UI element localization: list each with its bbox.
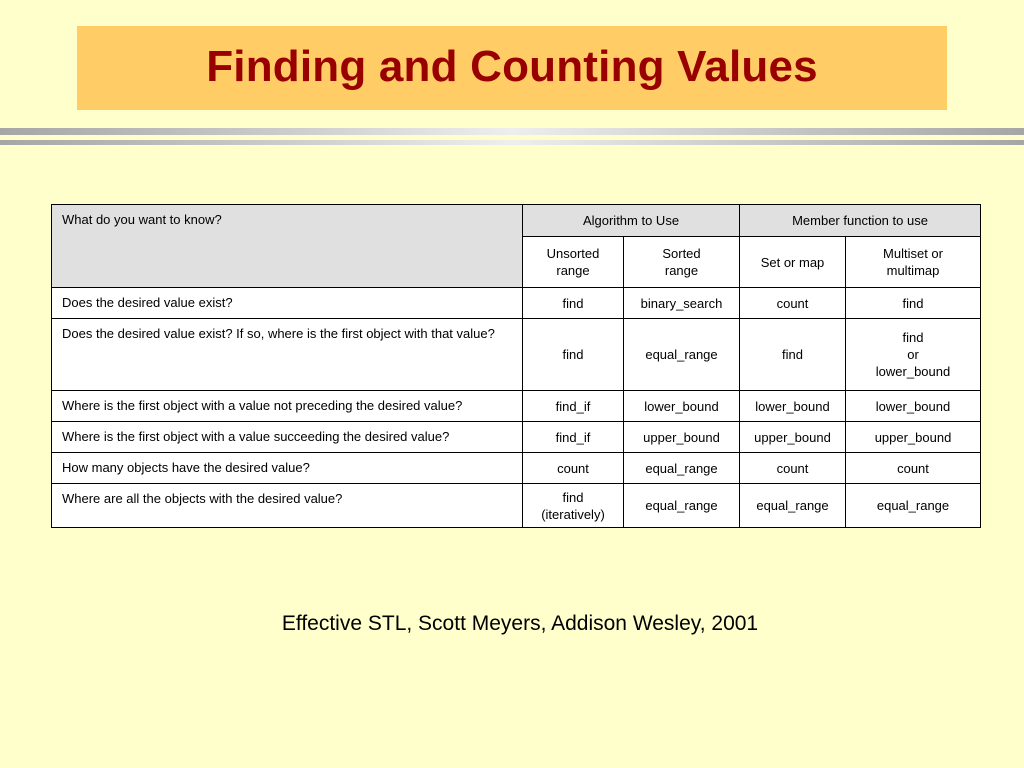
subheader-multiset-or-multimap bbox=[846, 237, 981, 288]
title-box bbox=[77, 26, 947, 110]
subheader-line: range bbox=[556, 263, 590, 278]
answer-line: find bbox=[902, 330, 924, 345]
answer-cell-multiset-or-multimap bbox=[846, 288, 981, 319]
subheader-line: multimap bbox=[886, 263, 940, 278]
answer-line: upper_bound bbox=[874, 429, 952, 445]
subheader-line: Unsorted bbox=[546, 246, 600, 261]
subheader-set-or-map bbox=[740, 237, 846, 288]
answer-cell-set-or-map bbox=[740, 288, 846, 319]
table-row bbox=[52, 422, 981, 453]
answer-line: find bbox=[902, 295, 924, 311]
question-cell: How many objects have the desired value? bbox=[52, 453, 523, 484]
answer-line: lower_bound bbox=[875, 398, 951, 414]
subheader-unsorted-range bbox=[523, 237, 624, 288]
header-member-function-to-use: Member function to use bbox=[740, 205, 981, 237]
question-cell: Does the desired value exist? If so, where is the first object with that value? bbox=[52, 319, 523, 391]
answer-line: upper_bound bbox=[754, 429, 831, 445]
answer-line: find_if bbox=[555, 429, 591, 445]
answer-cell-multiset-or-multimap bbox=[846, 422, 981, 453]
answer-line: equal_range bbox=[876, 498, 950, 513]
table-row bbox=[52, 288, 981, 319]
table-body bbox=[52, 288, 981, 528]
answer-line: upper_bound bbox=[643, 429, 720, 445]
header-algorithm-to-use: Algorithm to Use bbox=[523, 205, 740, 237]
answer-line: lower_bound bbox=[644, 398, 719, 414]
algorithm-table bbox=[51, 204, 981, 528]
subheader-line: Set or map bbox=[760, 254, 825, 270]
answer-cell-sorted-range bbox=[624, 484, 740, 528]
question-cell: Where is the first object with a value not preceding the desired value? bbox=[52, 391, 523, 422]
slide-title: Finding and Counting Values bbox=[206, 42, 818, 91]
answer-line: lower_bound bbox=[875, 364, 951, 379]
subheader-line: Multiset or bbox=[883, 246, 943, 261]
answer-line: equal_range bbox=[756, 498, 829, 513]
answer-cell-unsorted-range bbox=[523, 484, 624, 528]
answer-cell-set-or-map bbox=[740, 484, 846, 528]
answer-line: lower_bound bbox=[755, 398, 830, 414]
answer-cell-unsorted-range bbox=[523, 288, 624, 319]
answer-cell-sorted-range bbox=[624, 391, 740, 422]
answer-line: count bbox=[557, 460, 589, 476]
answer-cell-multiset-or-multimap bbox=[846, 391, 981, 422]
answer-line: find bbox=[782, 347, 803, 362]
divider-rule-top bbox=[0, 128, 1024, 135]
answer-cell-unsorted-range bbox=[523, 422, 624, 453]
answer-line: find bbox=[562, 295, 584, 311]
answer-line: equal_range bbox=[645, 460, 718, 476]
answer-line: find_if bbox=[555, 398, 591, 414]
table-row bbox=[52, 453, 981, 484]
question-cell: Where is the first object with a value succeeding the desired value? bbox=[52, 422, 523, 453]
answer-line: count bbox=[776, 295, 809, 311]
answer-line: (iteratively) bbox=[541, 506, 605, 522]
answer-cell-sorted-range bbox=[624, 319, 740, 391]
answer-line: count bbox=[776, 460, 809, 476]
subheader-sorted-range bbox=[624, 237, 740, 288]
answer-cell-sorted-range bbox=[624, 453, 740, 484]
answer-line: find bbox=[562, 489, 584, 505]
answer-line: count bbox=[897, 460, 929, 476]
answer-cell-unsorted-range bbox=[523, 453, 624, 484]
answer-line: equal_range bbox=[645, 347, 718, 362]
answer-cell-unsorted-range bbox=[523, 319, 624, 391]
answer-cell-sorted-range bbox=[624, 288, 740, 319]
answer-cell-multiset-or-multimap bbox=[846, 484, 981, 528]
table-row bbox=[52, 391, 981, 422]
answer-cell-unsorted-range bbox=[523, 391, 624, 422]
corner-header-cell bbox=[52, 205, 523, 288]
corner-header: What do you want to know? bbox=[62, 212, 222, 227]
table-row bbox=[52, 484, 981, 528]
subheader-line: range bbox=[664, 263, 699, 278]
answer-cell-multiset-or-multimap bbox=[846, 453, 981, 484]
answer-line: binary_search bbox=[640, 295, 723, 311]
answer-line: equal_range bbox=[645, 498, 718, 513]
citation: Effective STL, Scott Meyers, Addison Wesley, 2001 bbox=[281, 612, 759, 635]
answer-cell-set-or-map bbox=[740, 319, 846, 391]
question-cell: Does the desired value exist? bbox=[52, 288, 523, 319]
answer-cell-set-or-map bbox=[740, 391, 846, 422]
answer-cell-set-or-map bbox=[740, 453, 846, 484]
divider-rule-bottom bbox=[0, 140, 1024, 145]
answer-cell-multiset-or-multimap bbox=[846, 319, 981, 391]
answer-cell-sorted-range bbox=[624, 422, 740, 453]
answer-cell-set-or-map bbox=[740, 422, 846, 453]
answer-line: or bbox=[907, 347, 919, 362]
table-row bbox=[52, 319, 981, 391]
question-cell: Where are all the objects with the desired value? bbox=[52, 484, 523, 528]
subheader-line: Sorted bbox=[662, 246, 701, 261]
answer-line: find bbox=[562, 347, 584, 362]
